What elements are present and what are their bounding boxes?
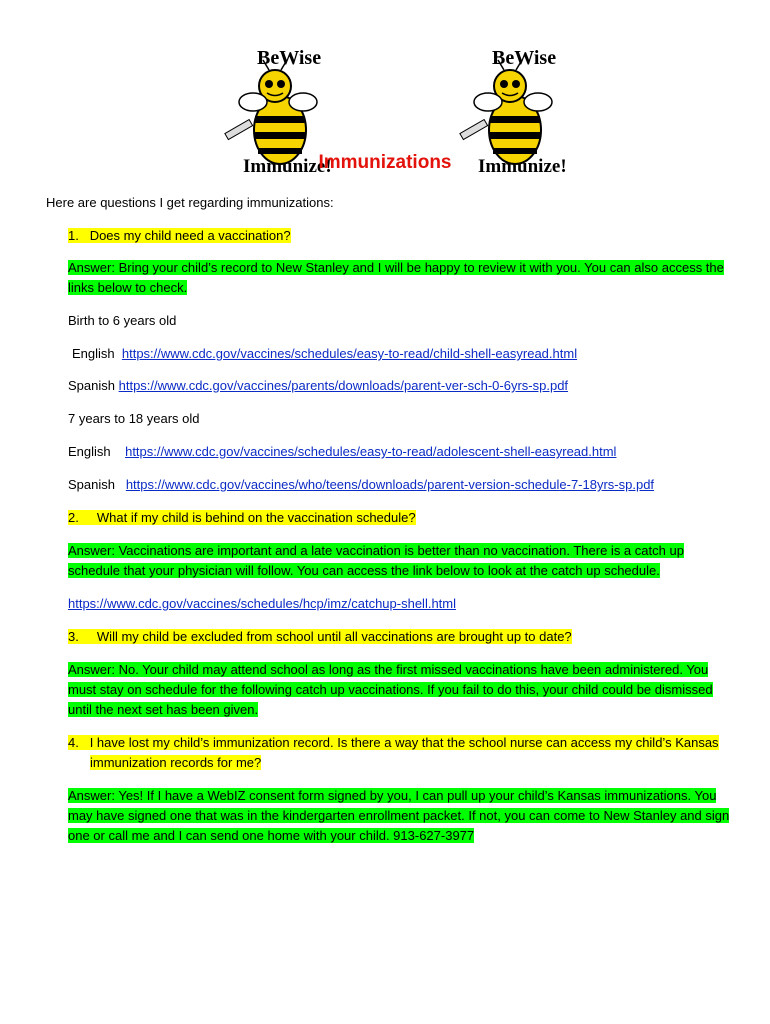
logo-text-bottom: Immunize!: [243, 156, 332, 177]
bee-icon: [225, 60, 317, 164]
answer-1-line-2: links below to check.: [68, 280, 188, 295]
group-title-7-18: 7 years to 18 years old: [68, 411, 200, 426]
question-2: [68, 508, 416, 528]
question-text: What if my child is behind on the vaccination schedule?: [96, 510, 416, 525]
answer-4-line-3: one or call me and I can send one home with your child. 913-627-3977: [68, 828, 475, 843]
intro-text: Here are questions I get regarding immunizations:: [46, 195, 334, 210]
language-label: Spanish: [68, 477, 115, 492]
question-number: 4.: [68, 735, 79, 750]
link-g1-english[interactable]: https://www.cdc.gov/vaccines/schedules/easy-to-read/child-shell-easyread.html: [121, 346, 578, 361]
answer-4-line-2: may have signed one that was in the kindergarten enrollment packet. If not, you can come to New Stanley and sign: [68, 808, 730, 823]
question-number: 3.: [68, 629, 79, 644]
link-row-g2-english: [68, 442, 616, 462]
link-row-g2-spanish: [68, 475, 654, 495]
answer-3-line-2: must stay on schedule for the following catch up vaccinations. If you fail to do this, your child could be dismissed: [68, 682, 713, 697]
logo-text-top: BeWise: [257, 47, 322, 69]
link-catchup[interactable]: https://www.cdc.gov/vaccines/schedules/hcp/imz/catchup-shell.html: [68, 596, 457, 611]
logo-text-top: BeWise: [492, 47, 557, 69]
question-number: 1.: [68, 228, 79, 243]
question-4: [68, 733, 719, 753]
question-text: Does my child need a vaccination?: [89, 228, 291, 243]
answer-3-line-3: until the next set has been given.: [68, 702, 259, 717]
question-number: 2.: [68, 510, 79, 525]
answer-3-line-1: Answer: No. Your child may attend school as long as the first missed vaccinations have been administered. You: [68, 662, 709, 677]
question-text: Will my child be excluded from school until all vaccinations are brought up to date?: [96, 629, 572, 644]
logo-text-bottom: Immunize!: [478, 156, 567, 177]
language-label: Spanish: [68, 378, 115, 393]
question-3: [68, 627, 572, 647]
answer-2-line-1: Answer: Vaccinations are important and a late vaccination is better than no vaccination. There is a catch up: [68, 543, 684, 558]
answer-2-line-2: schedule that your physician will follow. You can access the link below to look at the catch up schedule.: [68, 563, 660, 578]
language-label: English: [68, 444, 111, 459]
answer-4-line-1: Answer: Yes! If I have a WebIZ consent form signed by you, I can pull up your child’s Kansas immunizations. You: [68, 788, 717, 803]
question-4-line-2: immunization records for me?: [90, 755, 262, 770]
language-label: English: [72, 346, 115, 361]
question-1: [68, 226, 291, 246]
link-g1-spanish[interactable]: https://www.cdc.gov/vaccines/parents/downloads/parent-ver-sch-0-6yrs-sp.pdf: [118, 378, 569, 393]
page-title: Immunizations: [318, 152, 452, 173]
question-text: I have lost my child’s immunization record. Is there a way that the school nurse can access my child’s Kansas: [89, 735, 719, 750]
link-row-catchup: [68, 594, 456, 614]
bee-icon: [460, 60, 552, 164]
answer-1-line-1: Answer: Bring your child’s record to New Stanley and I will be happy to review it with you. You can also access the: [68, 260, 724, 275]
link-row-g1-english: [72, 344, 577, 364]
link-g2-english[interactable]: https://www.cdc.gov/vaccines/schedules/easy-to-read/adolescent-shell-easyread.html: [125, 444, 617, 459]
link-row-g1-spanish: [68, 376, 568, 396]
group-title-birth-6: Birth to 6 years old: [68, 313, 177, 328]
link-g2-spanish[interactable]: https://www.cdc.gov/vaccines/who/teens/downloads/parent-version-schedule-7-18yrs-sp.pdf: [125, 477, 655, 492]
